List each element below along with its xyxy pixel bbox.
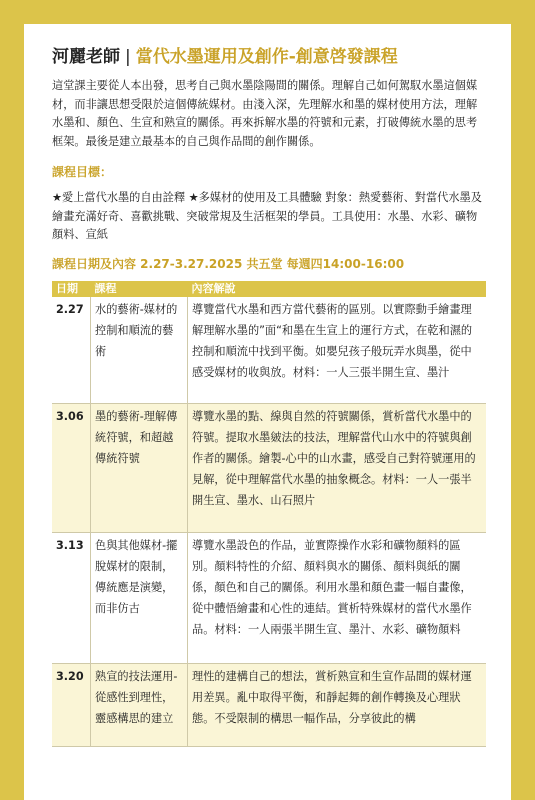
course-title: 當代水墨運用及創作-創意啓發課程 bbox=[135, 47, 398, 67]
header-date: 日期 bbox=[52, 281, 91, 297]
table-row bbox=[52, 663, 486, 746]
goals-heading: 課程目標： bbox=[52, 165, 113, 179]
row-course: 水的藝術-媒材的控制和順流的藝術 bbox=[91, 297, 188, 404]
table-row bbox=[52, 297, 486, 404]
header-content: 內容解說 bbox=[188, 281, 487, 297]
row-content: 導覽當代水墨和西方當代藝術的區別。以實際動手繪畫理解理解水墨的”面“和墨在生宣上的運行方式，在乾和濕的控制和順流中找到平衡。如嬰兒孩子般玩弄水與墨，從中感受媒材的收與放。材料：一人三張半開生宣、墨汁 bbox=[188, 297, 487, 404]
row-date: 3.06 bbox=[52, 403, 91, 532]
row-content: 導覽水墨設色的作品，並實際操作水彩和礦物顏料的區別。顏料特性的介紹、顏料與水的關係、顏料與紙的關係，顏色和自己的關係。利用水墨和顏色畫一幅自畫像，從中體悟繪畫和心性的連結。賞析特殊媒材的當代水墨作品。材料：一人兩張半開生宣、墨汁、水彩、礦物顏料 bbox=[188, 532, 487, 663]
row-date: 3.20 bbox=[52, 663, 91, 746]
schedule-table bbox=[52, 281, 486, 747]
teacher-name: 河麗老師 bbox=[52, 47, 120, 67]
row-course: 墨的藝術-理解傳統符號，和超越傳統符號 bbox=[91, 403, 188, 532]
schedule-heading: 課程日期及內容 2.27-3.27.2025 共五堂 每週四14:00-16:00 bbox=[52, 256, 405, 271]
page-title bbox=[52, 46, 486, 68]
row-course: 色與其他媒材-擺脫媒材的限制，傳統應是演變，而非仿古 bbox=[91, 532, 188, 663]
goals-text: ★愛上當代水墨的自由詮釋 ★多媒材的使用及工具體驗 對象：熱愛藝術、對當代水墨及繪畫充滿好奇、喜歡挑戰、突破常規及生活框架的學員。工具使用：水墨、水彩、礦物顏料、宣紙 bbox=[52, 191, 482, 241]
row-date: 2.27 bbox=[52, 297, 91, 404]
table-row bbox=[52, 403, 486, 532]
row-date: 3.13 bbox=[52, 532, 91, 663]
title-separator: | bbox=[125, 47, 131, 67]
intro-paragraph: 這堂課主要從人本出發，思考自己與水墨陰陽間的關係。理解自己如何駕馭水墨這個媒材，而非讓思想受限於這個傳統媒材。由淺入深，先理解水和墨的媒材使用方法，理解水墨和、顏色、生宣和熟宣的關係。再來拆解水墨的符號和元素，打破傳統水墨的思考框架。最後是建立最基本的自己與作品間的創作關係。 bbox=[52, 79, 478, 148]
row-course: 熟宣的技法運用-從感性到理性，靈感構思的建立 bbox=[91, 663, 188, 746]
row-content: 理性的建構自己的想法，賞析熟宣和生宣作品間的媒材運用差異。亂中取得平衡，和靜起舞的創作轉換及心理狀態。不受限制的構思一幅作品，分享彼此的構 bbox=[188, 663, 487, 746]
row-content: 導覽水墨的點、線與自然的符號關係，賞析當代水墨中的符號。提取水墨皴法的技法，理解當代山水中的符號與創作者的關係。繪製-心中的山水畫，感受自己對符號運用的見解，從中理解當代水墨的抽象概念。材料：一人一張半開生宣、墨水、山石照片 bbox=[188, 403, 487, 532]
table-row bbox=[52, 532, 486, 663]
table-header-row bbox=[52, 281, 486, 297]
page-content bbox=[24, 24, 511, 800]
header-course: 課程 bbox=[91, 281, 188, 297]
